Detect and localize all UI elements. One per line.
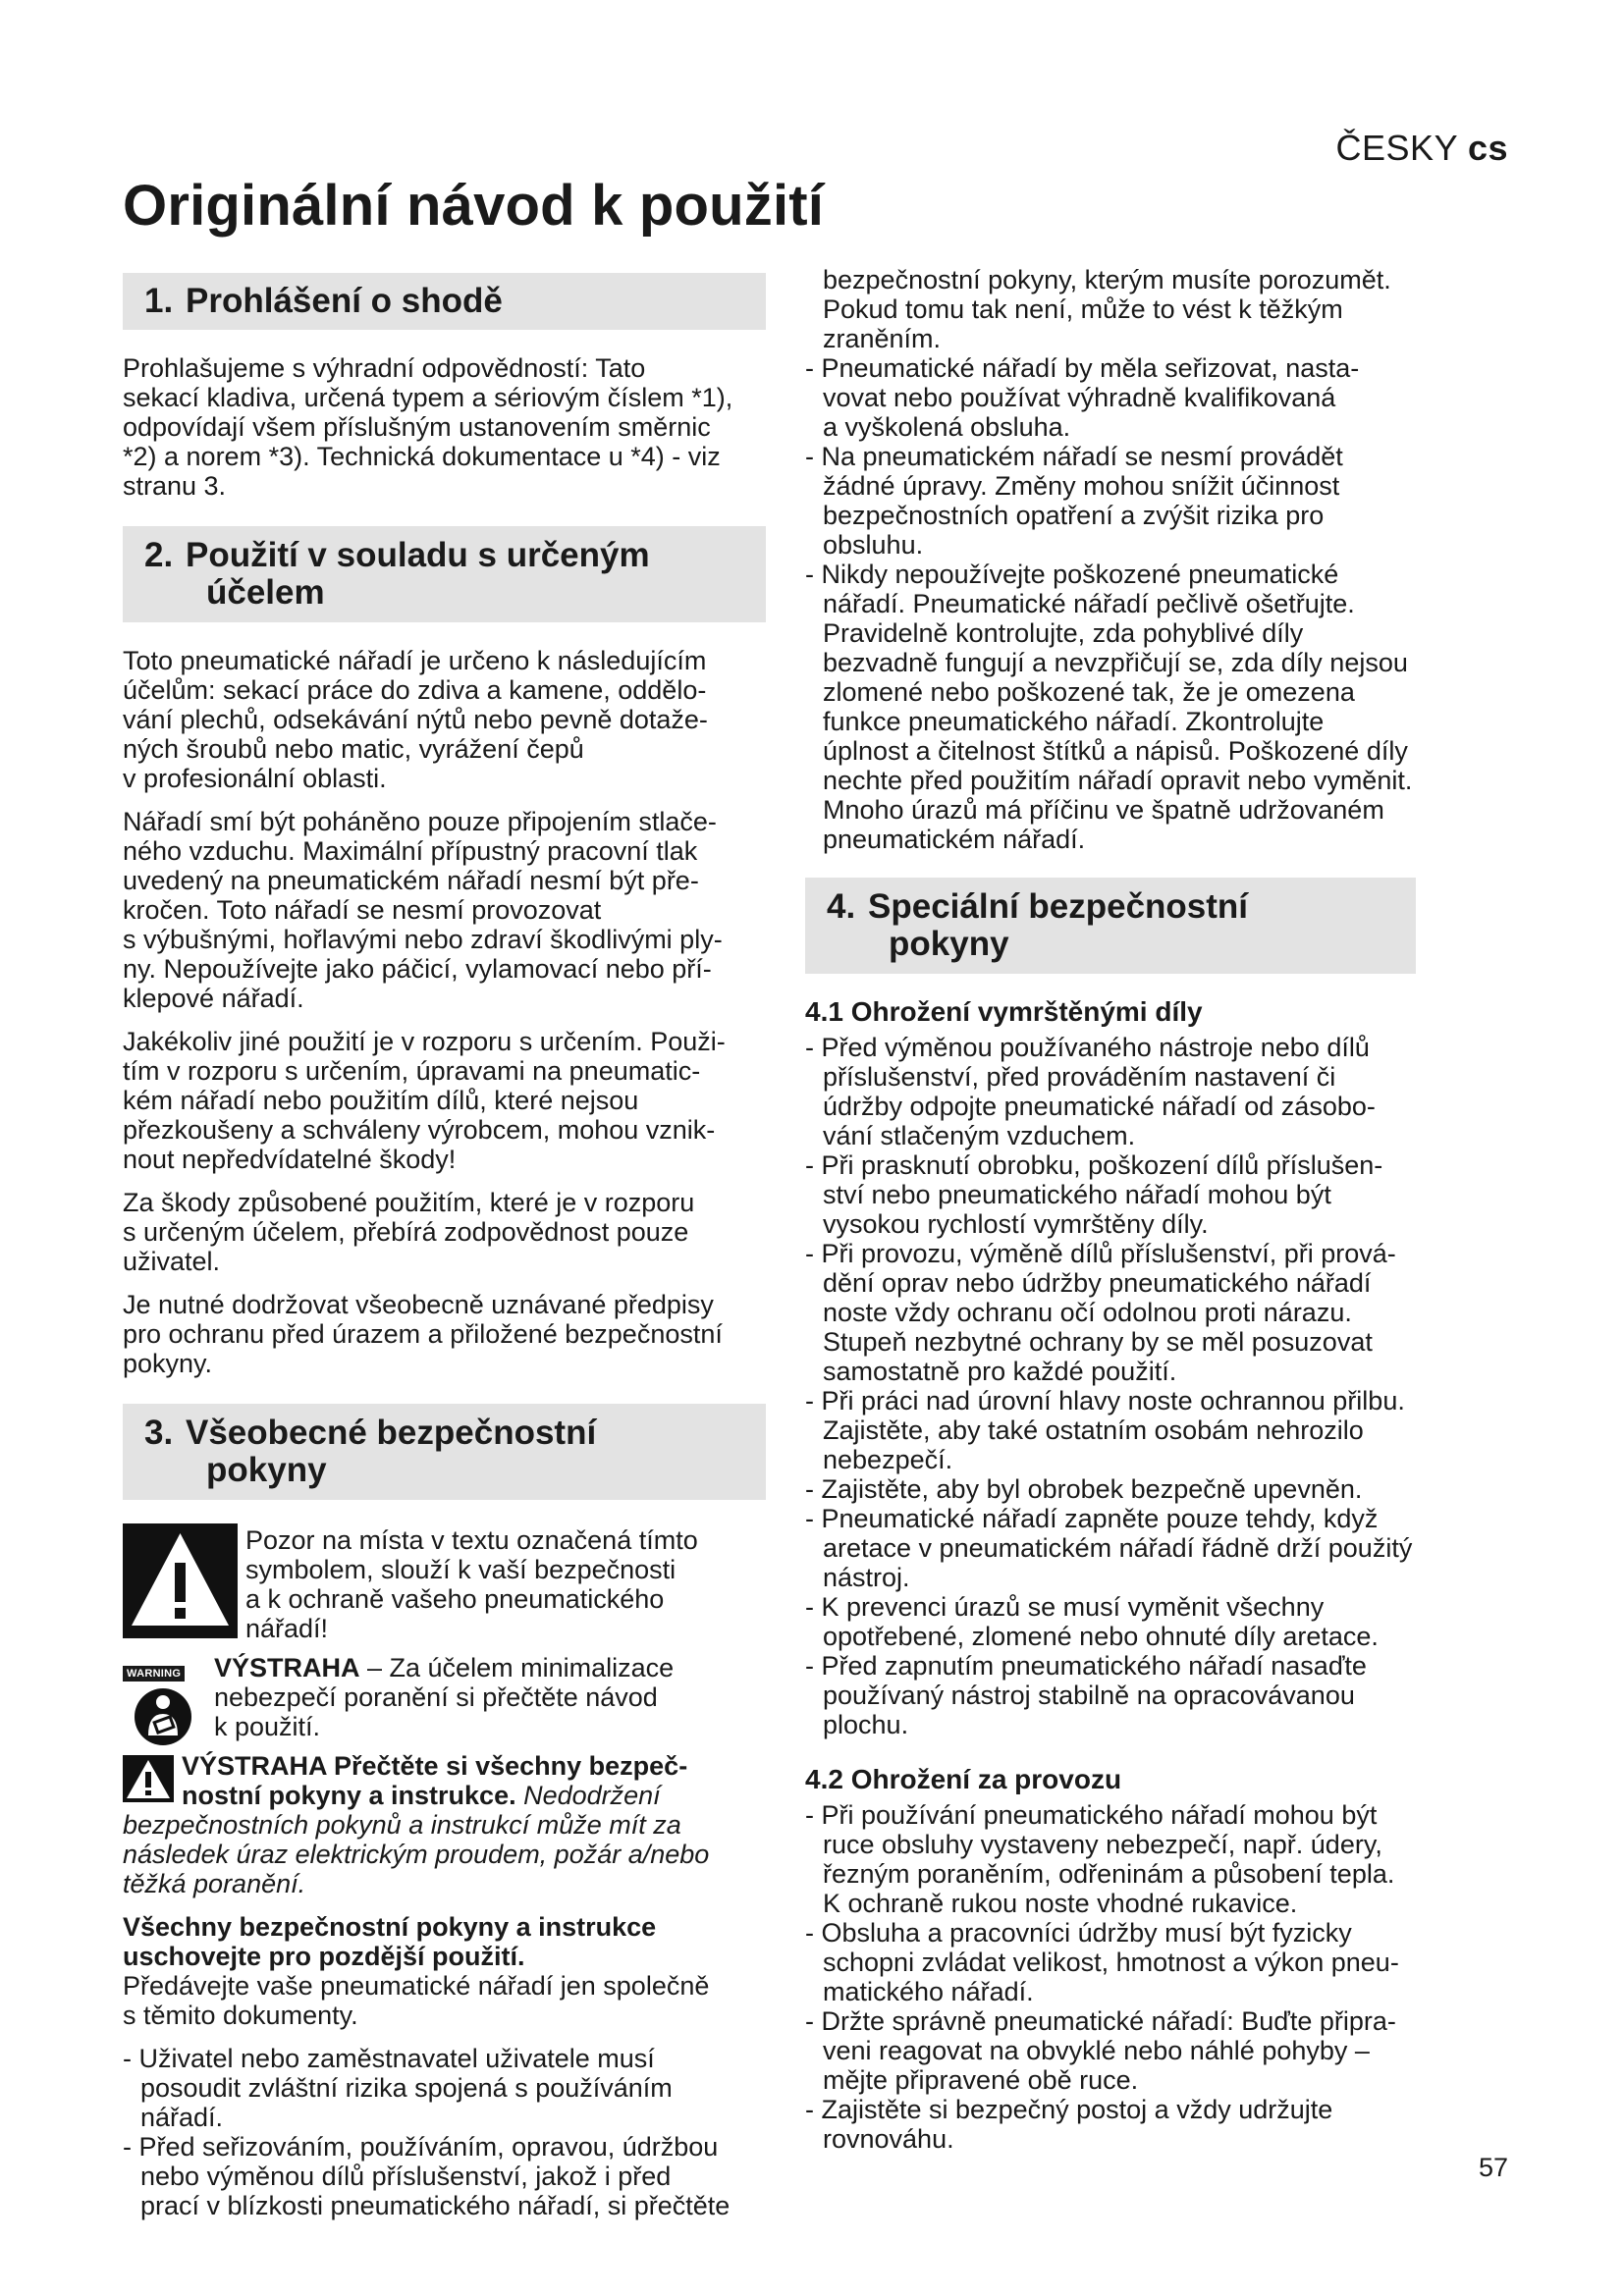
read-manual-warning [123,1653,766,1741]
section-4-heading: 4. Speciální bezpečnostní pokyny [805,878,1416,974]
read-manual-icon [133,1686,193,1747]
read-all-bold: VÝSTRAHA Přečtěte si všechny bezpeč- nostní pokyny a instrukce. [182,1751,688,1810]
general-safety-list-right [805,353,1473,854]
ejected-parts-list [805,1033,1473,1739]
keep-text: Předávejte vaše pneumatické nářadí jen společně s těmito dokumenty. [123,1971,710,2030]
language-label: ČESKY cs [1335,128,1508,168]
page-title: Originální návod k použití [123,174,825,238]
keep-bold: Všechny bezpečnostní pokyny a instrukce uschovejte pro pozdější použití. [123,1912,657,1971]
list-item: - Pneumatické nářadí zapněte pouze tehdy, když aretace v pneumatickém nářadí řádně drží použitý nástroj. [805,1504,1473,1592]
list-item: - Před zapnutím pneumatického nářadí nasaďte používaný nástroj stabilně na opracovávanou plochu. [805,1651,1473,1739]
list-item: - Před výměnou používaného nástroje nebo dílů příslušenství, před prováděním nastavení či údržby odpojte pneumatické nářadí od zásobo- vání stlačeným vzduchem. [805,1033,1473,1150]
list-item: - Pneumatické nářadí by měla seřizovat, nasta- vovat nebo používat výhradně kvalifikovaná a vyškolená obsluha. [805,353,1473,442]
general-safety-continued: bezpečnostní pokyny, kterým musíte porozumět. Pokud tomu tak není, může to vést k těžkým zraněním. [823,265,1391,353]
list-item: - K prevenci úrazů se musí vyměnit všechny opotřebené, zlomené nebo ohnuté díly aretace. [805,1592,1473,1651]
list-item: - Při prasknutí obrobku, poškození dílů příslušen- ství nebo pneumatického nářadí mohou být vysokou rychlostí vymrštěny díly. [805,1150,1473,1239]
symbol-note-text: Pozor na místa v textu označená tímto symbolem, slouží k vaší bezpečnosti a k ochraně vašeho pneumatického nářadí! [245,1525,698,1643]
read-all-italic: Nedodržení bezpečnostních pokynů a instrukcí může mít za následek úraz elektrickým proudem, požár a/nebo těžká poranění. [123,1781,710,1898]
misuse-paragraph: Jakékoliv jiné použití je v rozporu s určením. Použi- tím v rozporu s určením, úpravami na pneumatic- kém nářadí nebo použitím dílů, které nejsou přezkoušeny a schváleny výrobcem, mohou vznik- nout nepředvídatelné škody! [123,1027,726,1174]
section-1-heading: 1. Prohlášení o shodě [123,273,766,330]
page-number: 57 [1478,2153,1508,2182]
warning-badge: WARNING [123,1666,185,1682]
air-supply-paragraph: Nářadí smí být poháněno pouze připojením stlače- ného vzduchu. Maximální přípustný pracovní tlak uvedený na pneumatickém nářadí nesmí být pře- kročen. Toto nářadí se nesmí provozovat s výbušnými, hořlavými nebo zdraví škodlivými ply- ny. Nepoužívejte jako páčicí, vylamovací nebo pří- klepové nářadí. [123,807,723,1013]
right-column [805,265,1473,2167]
declaration-text: Prohlašujeme s výhradní odpovědností: Tato sekací kladiva, určená typem a sériovým číslem *1), odpovídají všem příslušným ustanovením směrnic *2) a norem *3). Technická dokumentace u *4) - viz stranu 3. [123,353,733,501]
list-item: - Držte správně pneumatické nářadí: Buďte připra- veni reagovat na obvyklé nebo náhlé pohyby – mějte připravené obě ruce. [805,2006,1473,2095]
liability-paragraph: Za škody způsobené použitím, které je v rozporu s určeným účelem, přebírá zodpovědnost pouze uživatel. [123,1188,695,1276]
list-item: - Při provozu, výměně dílů příslušenství, při prová- dění oprav nebo údržby pneumatického nářadí noste vždy ochranu očí odolnou proti nárazu. Stupeň nezbytné ochrany by se měl posuzovat samostatně pro každé použití. [805,1239,1473,1386]
language-code: cs [1467,128,1508,168]
section-3-heading: 3. Všeobecné bezpečnostní pokyny [123,1404,766,1500]
keep-instructions [123,1912,766,2030]
list-item: - Zajistěte si bezpečný postoj a vždy udržujte rovnováhu. [805,2095,1473,2154]
operation-hazards-list [805,1800,1473,2154]
list-item: - Na pneumatickém nářadí se nesmí provádět žádné úpravy. Změny mohou snížit účinnost bezpečnostních opatření a zvýšit rizika pro obsluhu. [805,442,1473,560]
section-2-heading: 2. Použití v souladu s určeným účelem [123,526,766,622]
warning-text: – Za účelem minimalizace nebezpečí poranění si přečtěte návod k použití. [214,1653,675,1741]
list-item: - Před seřizováním, používáním, opravou, údržbou nebo výměnou dílů příslušenství, jakož i před prací v blízkosti pneumatického nářadí, si přečtěte [123,2132,766,2220]
list-item: - Zajistěte, aby byl obrobek bezpečně upevněn. [805,1474,1473,1504]
warning-triangle-icon [123,1523,238,1638]
symbol-note [123,1523,766,1643]
list-item: - Obsluha a pracovníci údržby musí být fyzicky schopni zvládat velikost, hmotnost a výkon pneu- matického nářadí. [805,1918,1473,2006]
regulations-paragraph: Je nutné dodržovat všeobecně uznávané předpisy pro ochranu před úrazem a přiložené bezpečnostní pokyny. [123,1290,723,1378]
subsection-4-1-heading: 4.1 Ohrožení vymrštěnými díly [805,996,1203,1027]
left-column [123,273,766,2234]
intended-use-paragraph: Toto pneumatické nářadí je určeno k následujícím účelům: sekací práce do zdiva a kamene, oddělo- vání plechů, odsekávání nýtů nebo pevně dotaže- ných šroubů nebo matic, vyrážení čepů v profesionální oblasti. [123,646,708,793]
list-item: - Uživatel nebo zaměstnavatel uživatele musí posoudit zvláštní rizika spojená s používáním nářadí. [123,2044,766,2132]
warning-label: VÝSTRAHA [214,1653,360,1682]
list-item: - Nikdy nepoužívejte poškozené pneumatické nářadí. Pneumatické nářadí pečlivě ošetřujte. Pravidelně kontrolujte, zda pohyblivé díly bezvadně fungují a nevzpřičují se, zda díly nejsou zlomené nebo poškozené tak, že je omezena funkce pneumatického nářadí. Zkontrolujte úplnost a čitelnost štítků a nápisů. Poškozené díly nechte před použitím nářadí opravit nebo vyměnit. Mnoho úrazů má příčinu ve špatně udržovaném pneumatickém nářadí. [805,560,1473,854]
read-all-instructions [123,1751,766,1898]
list-item: - Při práci nad úrovní hlavy noste ochrannou přilbu. Zajistěte, aby také ostatním osobám nehrozilo nebezpečí. [805,1386,1473,1474]
general-safety-list-left [123,2044,766,2220]
small-warning-triangle-icon [123,1755,174,1802]
list-item: - Při používání pneumatického nářadí mohou být ruce obsluhy vystaveny nebezpečí, např. údery, řezným poraněním, odřeninám a působení tepla. K ochraně rukou noste vhodné rukavice. [805,1800,1473,1918]
subsection-4-2-heading: 4.2 Ohrožení za provozu [805,1764,1122,1794]
